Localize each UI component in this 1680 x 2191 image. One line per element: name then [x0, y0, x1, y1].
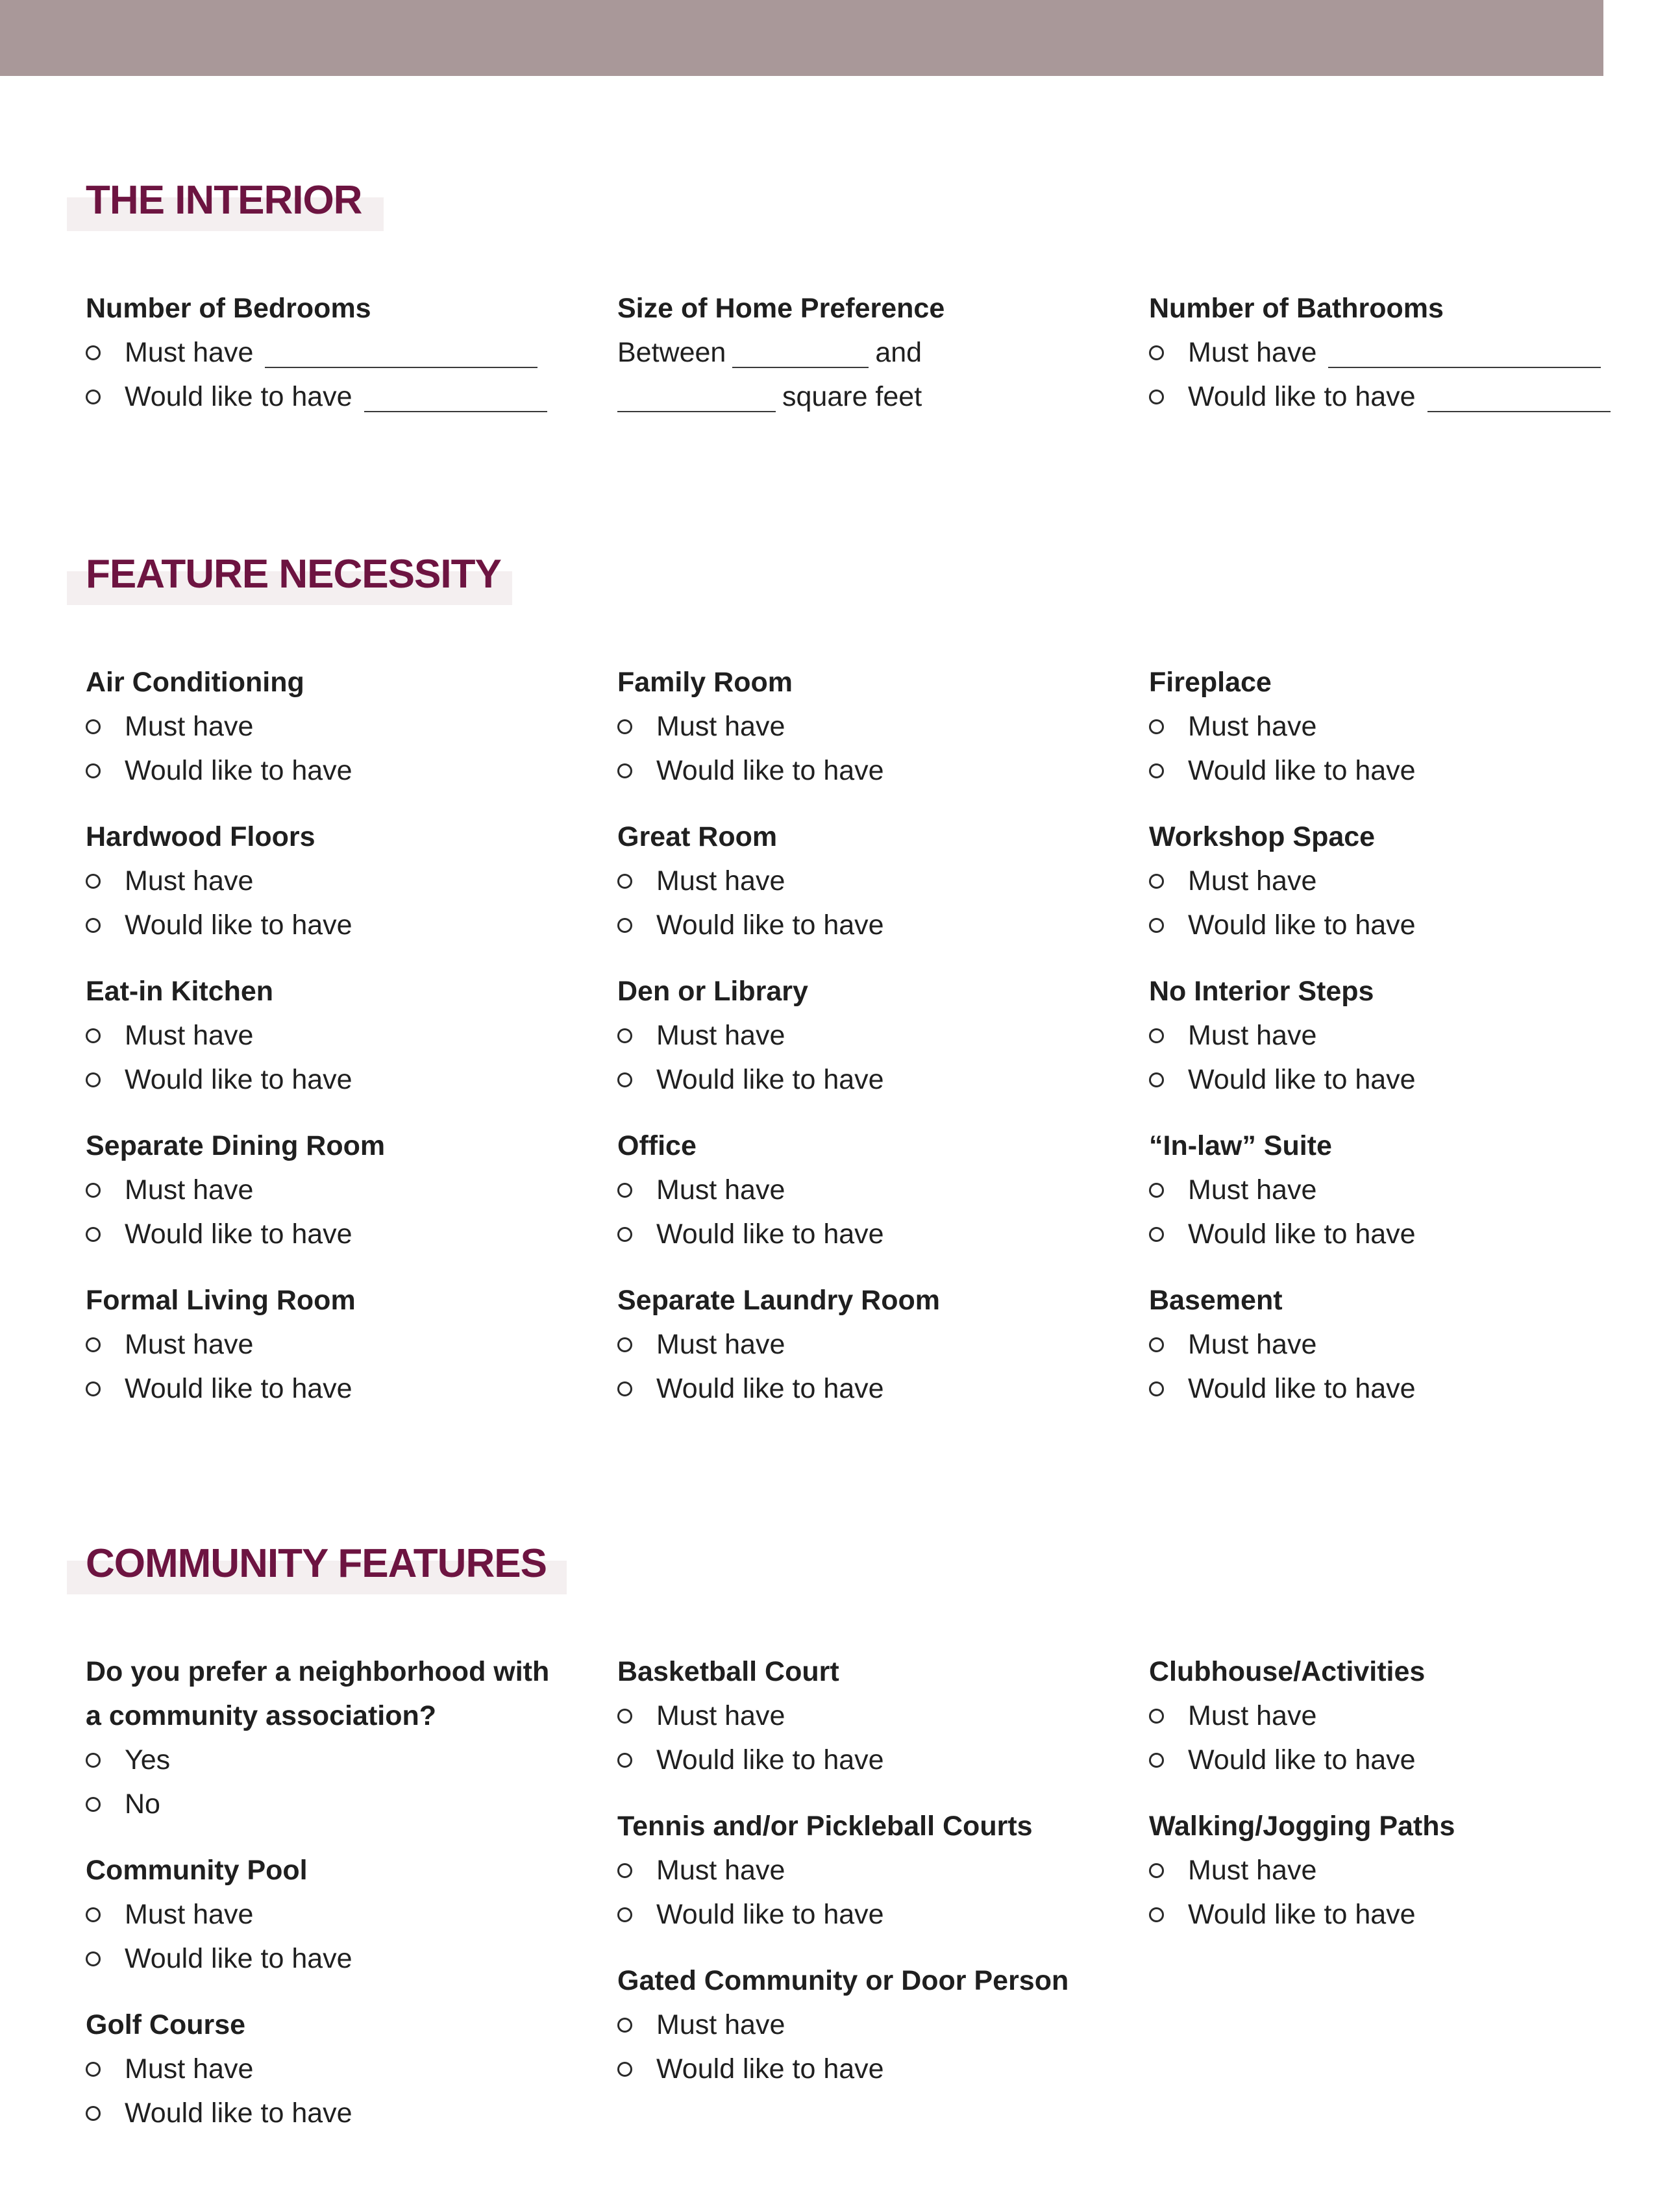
option-label: Must have: [125, 865, 254, 897]
option-group: [86, 1278, 592, 1411]
radio-circle-icon[interactable]: [86, 1381, 101, 1396]
option-group: [86, 1124, 592, 1256]
option-label: Would like to have: [125, 2098, 352, 2129]
option-label: Would like to have: [1188, 1744, 1416, 1776]
option-label: Must have: [125, 2053, 254, 2085]
section-title: COMMUNITY FEATURES: [86, 1541, 547, 1586]
radio-circle-icon[interactable]: [1149, 719, 1164, 734]
radio-circle-icon[interactable]: [1149, 1072, 1164, 1087]
option-group: [86, 969, 592, 1102]
option-group: [1149, 660, 1655, 793]
option-label: Would like to have: [125, 1943, 352, 1974]
must-have-option[interactable]: [86, 330, 592, 375]
radio-circle-icon[interactable]: [1149, 918, 1164, 933]
radio-circle-icon[interactable]: [1149, 1337, 1164, 1352]
second-option[interactable]: [617, 903, 1124, 947]
bedrooms-like-blank[interactable]: [364, 381, 547, 412]
option-group: [86, 815, 592, 947]
first-option[interactable]: [86, 859, 592, 903]
second-option[interactable]: [86, 903, 592, 947]
second-option[interactable]: [1149, 1058, 1655, 1102]
group-title: Number of Bedrooms: [86, 293, 371, 324]
option-group: [617, 1650, 1124, 1782]
second-option[interactable]: [1149, 1738, 1655, 1782]
radio-circle-icon[interactable]: [86, 918, 101, 933]
group-title: Workshop Space: [1149, 821, 1376, 852]
first-option[interactable]: [1149, 1168, 1655, 1212]
first-option[interactable]: [86, 1892, 592, 1937]
section-title: THE INTERIOR: [86, 178, 362, 223]
features-column: [617, 660, 1124, 1433]
option-label: Would like to have: [656, 1744, 884, 1776]
option-label: Must have: [656, 1329, 785, 1360]
option-label: Would like to have: [125, 910, 352, 941]
community-column: [617, 1650, 1124, 2113]
radio-circle-icon[interactable]: [1149, 345, 1164, 360]
radio-circle-icon[interactable]: [617, 1227, 632, 1242]
option-group: [1149, 969, 1655, 1102]
group-title: Tennis and/or Pickleball Courts: [617, 1811, 1033, 1842]
bedrooms-group: [86, 286, 592, 419]
radio-circle-icon[interactable]: [617, 1183, 632, 1198]
option-label: Would like to have: [1188, 755, 1416, 786]
second-option[interactable]: [617, 1892, 1124, 1937]
first-option[interactable]: [617, 1168, 1124, 1212]
group-title: Formal Living Room: [86, 1285, 356, 1316]
radio-circle-icon[interactable]: [1149, 1028, 1164, 1043]
group-title: Do you prefer a neighborhood with a community association?: [86, 1656, 550, 1731]
option-label: Must have: [1188, 865, 1317, 897]
bedrooms-must-blank[interactable]: [265, 337, 537, 368]
option-label: Must have: [1188, 1700, 1317, 1731]
first-option[interactable]: [617, 1013, 1124, 1058]
group-title: Great Room: [617, 821, 778, 852]
home-size-group: [617, 286, 1124, 419]
group-title: Clubhouse/Activities: [1149, 1656, 1426, 1687]
option-group: [617, 969, 1124, 1102]
option-label: Would like to have: [656, 1899, 884, 1930]
option-label: Would like to have: [656, 1219, 884, 1250]
first-option[interactable]: [86, 2047, 592, 2091]
option-group: [617, 660, 1124, 793]
size-min-blank[interactable]: [732, 337, 869, 368]
group-title: Separate Dining Room: [86, 1130, 386, 1161]
radio-circle-icon[interactable]: [1149, 1227, 1164, 1242]
radio-circle-icon[interactable]: [86, 719, 101, 734]
radio-circle-icon[interactable]: [617, 2018, 632, 2033]
second-option[interactable]: [86, 2091, 592, 2135]
radio-circle-icon[interactable]: [86, 345, 101, 360]
first-option[interactable]: [1149, 859, 1655, 903]
size-max-line: [617, 375, 1124, 419]
option-label: Must have: [1188, 1855, 1317, 1886]
first-option[interactable]: [1149, 704, 1655, 749]
radio-circle-icon[interactable]: [86, 1227, 101, 1242]
group-title: Community Pool: [86, 1855, 308, 1886]
radio-circle-icon[interactable]: [86, 390, 101, 404]
second-option[interactable]: [617, 749, 1124, 793]
option-label: Must have: [656, 1020, 785, 1051]
second-option[interactable]: [86, 1367, 592, 1411]
option-label: Must have: [125, 711, 254, 742]
option-label: Must have: [1188, 337, 1317, 368]
bathrooms-group: [1149, 286, 1655, 419]
features-column: [86, 660, 592, 1433]
option-group: [1149, 815, 1655, 947]
option-label: Would like to have: [125, 1064, 352, 1095]
option-label: Must have: [1188, 1174, 1317, 1206]
option-group: [617, 815, 1124, 947]
option-label: Would like to have: [656, 755, 884, 786]
option-label: Would like to have: [1188, 1064, 1416, 1095]
radio-circle-icon[interactable]: [617, 1072, 632, 1087]
radio-circle-icon[interactable]: [86, 1337, 101, 1352]
option-label: Must have: [125, 1899, 254, 1930]
between-label: Between: [617, 337, 726, 368]
radio-circle-icon[interactable]: [617, 918, 632, 933]
option-label: Must have: [656, 1855, 785, 1886]
radio-circle-icon[interactable]: [86, 1028, 101, 1043]
first-option[interactable]: [86, 1322, 592, 1367]
option-label: Must have: [656, 711, 785, 742]
radio-circle-icon[interactable]: [1149, 1863, 1164, 1878]
group-title: Fireplace: [1149, 667, 1272, 698]
option-group: [86, 660, 592, 793]
community-column: [1149, 1650, 1655, 1959]
option-label: Would like to have: [125, 1373, 352, 1404]
option-group: [1149, 1804, 1655, 1937]
group-title: Basketball Court: [617, 1656, 839, 1687]
bathrooms-must-blank[interactable]: [1328, 337, 1601, 368]
option-label: No: [125, 1789, 160, 1820]
first-option[interactable]: [1149, 1322, 1655, 1367]
second-option[interactable]: [86, 749, 592, 793]
second-option[interactable]: [617, 1058, 1124, 1102]
radio-circle-icon[interactable]: [617, 1381, 632, 1396]
option-label: Would like to have: [1188, 381, 1416, 412]
section-title: FEATURE NECESSITY: [86, 552, 501, 597]
first-option[interactable]: [617, 1694, 1124, 1738]
radio-circle-icon[interactable]: [86, 1907, 101, 1922]
group-title: Family Room: [617, 667, 793, 698]
option-label: Would like to have: [656, 2053, 884, 2085]
option-label: Must have: [125, 337, 254, 368]
and-label: and: [875, 337, 922, 368]
radio-circle-icon[interactable]: [617, 2062, 632, 2077]
option-label: Must have: [125, 1174, 254, 1206]
option-label: Must have: [656, 1174, 785, 1206]
option-group: [86, 1848, 592, 1981]
option-label: Would like to have: [125, 755, 352, 786]
first-option[interactable]: [86, 1168, 592, 1212]
radio-circle-icon[interactable]: [617, 719, 632, 734]
group-title: No Interior Steps: [1149, 976, 1374, 1007]
radio-circle-icon[interactable]: [617, 1709, 632, 1724]
option-group: [1149, 1278, 1655, 1411]
option-label: Must have: [1188, 1020, 1317, 1051]
radio-circle-icon[interactable]: [617, 1753, 632, 1768]
option-group: [617, 1124, 1124, 1256]
radio-circle-icon[interactable]: [1149, 1709, 1164, 1724]
group-title: Walking/Jogging Paths: [1149, 1811, 1455, 1842]
radio-circle-icon[interactable]: [617, 1907, 632, 1922]
radio-circle-icon[interactable]: [86, 1753, 101, 1768]
option-group: [617, 1959, 1124, 2091]
option-label: Would like to have: [1188, 1219, 1416, 1250]
size-max-blank[interactable]: [617, 381, 776, 412]
option-label: Must have: [125, 1020, 254, 1051]
radio-circle-icon[interactable]: [1149, 874, 1164, 889]
group-title: Den or Library: [617, 976, 808, 1007]
radio-circle-icon[interactable]: [86, 1797, 101, 1812]
radio-circle-icon[interactable]: [617, 1337, 632, 1352]
second-option[interactable]: [86, 1058, 592, 1102]
radio-circle-icon[interactable]: [1149, 1183, 1164, 1198]
group-title: “In-law” Suite: [1149, 1130, 1332, 1161]
first-option[interactable]: [1149, 1013, 1655, 1058]
radio-circle-icon[interactable]: [1149, 763, 1164, 778]
first-option[interactable]: [1149, 1848, 1655, 1892]
second-option[interactable]: [1149, 1367, 1655, 1411]
group-title: Golf Course: [86, 2009, 246, 2040]
first-option[interactable]: [617, 1322, 1124, 1367]
features-column: [1149, 660, 1655, 1433]
second-option[interactable]: [617, 2047, 1124, 2091]
radio-circle-icon[interactable]: [86, 1951, 101, 1966]
first-option[interactable]: [1149, 1694, 1655, 1738]
radio-circle-icon[interactable]: [617, 763, 632, 778]
size-range-line: [617, 330, 1124, 375]
option-group: [86, 2003, 592, 2135]
group-title: Air Conditioning: [86, 667, 304, 698]
option-label: Yes: [125, 1744, 171, 1776]
option-label: Must have: [656, 2009, 785, 2040]
second-option[interactable]: [86, 1212, 592, 1256]
option-label: Would like to have: [1188, 910, 1416, 941]
radio-circle-icon[interactable]: [617, 1028, 632, 1043]
radio-circle-icon[interactable]: [1149, 1907, 1164, 1922]
unit-label: square feet: [782, 381, 922, 412]
radio-circle-icon[interactable]: [86, 1072, 101, 1087]
radio-circle-icon[interactable]: [1149, 1381, 1164, 1396]
option-group: [86, 1650, 592, 1826]
option-label: Would like to have: [125, 1219, 352, 1250]
first-option[interactable]: [617, 704, 1124, 749]
option-label: Must have: [656, 865, 785, 897]
first-option[interactable]: [86, 704, 592, 749]
group-title: Hardwood Floors: [86, 821, 315, 852]
option-label: Must have: [1188, 711, 1317, 742]
second-option[interactable]: [1149, 1892, 1655, 1937]
group-title: Office: [617, 1130, 697, 1161]
option-label: Would like to have: [656, 910, 884, 941]
radio-circle-icon[interactable]: [86, 2106, 101, 2121]
option-label: Would like to have: [125, 381, 352, 412]
radio-circle-icon[interactable]: [86, 1183, 101, 1198]
group-title: Basement: [1149, 1285, 1283, 1316]
second-option[interactable]: [1149, 1212, 1655, 1256]
option-group: [617, 1278, 1124, 1411]
group-title: Number of Bathrooms: [1149, 293, 1444, 324]
bathrooms-like-blank[interactable]: [1427, 381, 1611, 412]
second-option[interactable]: [617, 1212, 1124, 1256]
radio-circle-icon[interactable]: [617, 874, 632, 889]
first-option[interactable]: [86, 1013, 592, 1058]
option-group: [1149, 1650, 1655, 1782]
second-option[interactable]: [617, 1367, 1124, 1411]
would-like-option[interactable]: [86, 375, 592, 419]
option-label: Must have: [125, 1329, 254, 1360]
radio-circle-icon[interactable]: [617, 1863, 632, 1878]
radio-circle-icon[interactable]: [86, 763, 101, 778]
second-option[interactable]: [86, 1782, 592, 1826]
group-title: Separate Laundry Room: [617, 1285, 940, 1316]
must-have-option[interactable]: [1149, 330, 1655, 375]
radio-circle-icon[interactable]: [1149, 390, 1164, 404]
radio-circle-icon[interactable]: [86, 874, 101, 889]
first-option[interactable]: [617, 2003, 1124, 2047]
option-label: Would like to have: [1188, 1899, 1416, 1930]
second-option[interactable]: [1149, 749, 1655, 793]
option-group: [1149, 1124, 1655, 1256]
second-option[interactable]: [1149, 903, 1655, 947]
option-label: Would like to have: [656, 1373, 884, 1404]
group-title: Gated Community or Door Person: [617, 1965, 1069, 1996]
second-option[interactable]: [617, 1738, 1124, 1782]
option-group: [617, 1804, 1124, 1937]
option-label: Must have: [1188, 1329, 1317, 1360]
radio-circle-icon[interactable]: [86, 2062, 101, 2077]
group-title: Size of Home Preference: [617, 293, 945, 324]
first-option[interactable]: [86, 1738, 592, 1782]
radio-circle-icon[interactable]: [1149, 1753, 1164, 1768]
group-title: Eat-in Kitchen: [86, 976, 274, 1007]
first-option[interactable]: [617, 859, 1124, 903]
community-column: [86, 1650, 592, 2157]
would-like-option[interactable]: [1149, 375, 1655, 419]
first-option[interactable]: [617, 1848, 1124, 1892]
option-label: Would like to have: [656, 1064, 884, 1095]
second-option[interactable]: [86, 1937, 592, 1981]
option-label: Would like to have: [1188, 1373, 1416, 1404]
option-label: Must have: [656, 1700, 785, 1731]
header-banner: [0, 0, 1603, 76]
